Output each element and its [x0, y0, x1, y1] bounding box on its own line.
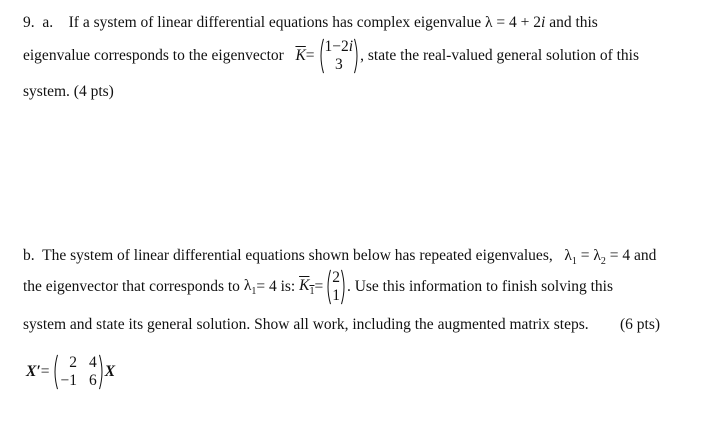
part-b-line1 [23, 247, 656, 267]
left-paren [52, 354, 58, 390]
part-a-line2-text: eigenvalue corresponds to the eigenvector [23, 47, 284, 64]
part-b-line1-end: = 4 and [605, 247, 657, 264]
eigenvector-a-bottom: 3 [334, 56, 343, 73]
coefficient-matrix [52, 354, 104, 390]
eigenvector-b [325, 269, 347, 305]
left-paren [318, 38, 324, 74]
part-a-text: If a system of linear differential equations has complex eigenvalue [68, 14, 482, 31]
right-paren [99, 354, 105, 390]
equals-sign: = [492, 14, 509, 31]
x-prime: X′ [26, 363, 41, 380]
matrix-equation [26, 348, 115, 396]
lambda-symbol: λ [484, 14, 493, 31]
left-paren [325, 269, 331, 305]
part-b-line3: system and state its general solution. Show all work, including the augmented matrix steps. [23, 316, 589, 333]
part-b-line2-end: . Use this information to finish solving this [346, 278, 614, 295]
lambda1-ref: $\lambda_1$ [243, 276, 257, 298]
equals-sign: = [40, 363, 50, 380]
equals-sign: = [314, 278, 324, 295]
part-a-line3: system. (4 pts) [23, 83, 114, 100]
part-a-line1-end: and this [545, 14, 598, 31]
part-a-label: a. [42, 14, 54, 31]
part-b-text: The system of linear differential equations shown below has repeated eigenvalues, [42, 247, 553, 264]
part-a-line2 [23, 36, 639, 76]
question-number: 9. [23, 14, 35, 31]
part-b-line2 [23, 266, 613, 308]
matrix-cell: 4 [88, 354, 97, 371]
eigenvector-a [318, 38, 361, 74]
right-paren [341, 269, 347, 305]
matrix-cell: 2 [69, 354, 77, 371]
eigenvector-a-top: 1−2i [324, 38, 354, 55]
lambda2: $\lambda_2$ [593, 247, 606, 268]
lambda1: $\lambda_1$ [564, 247, 577, 268]
equals-sign: = [576, 247, 594, 264]
part-b-line2-mid: = 4 is: [256, 278, 296, 295]
part-a-line1 [23, 14, 598, 32]
part-b-points: (6 pts) [620, 316, 661, 333]
eigenvalue-imag-unit: i [541, 14, 546, 31]
part-a-line2-end: , state the real-valued general solution of this [360, 47, 640, 64]
eigenvector-b-top: 2 [332, 269, 340, 286]
eigenvector-symbol: $\overline{K}$ [295, 47, 306, 64]
right-paren [354, 38, 360, 74]
eigenvalue-real: 4 + 2 [509, 14, 541, 31]
part-b-label: b. [23, 247, 35, 264]
x-vector: X [104, 363, 116, 380]
equals-sign: = [305, 47, 315, 64]
part-b-line2-text: the eigenvector that corresponds to [23, 278, 240, 295]
eigenvector-b-bottom: 1 [332, 287, 340, 304]
eigenvector-K1: $K_1$ [299, 276, 315, 298]
matrix-cell: 6 [88, 372, 97, 389]
matrix-cell: −1 [60, 372, 77, 389]
